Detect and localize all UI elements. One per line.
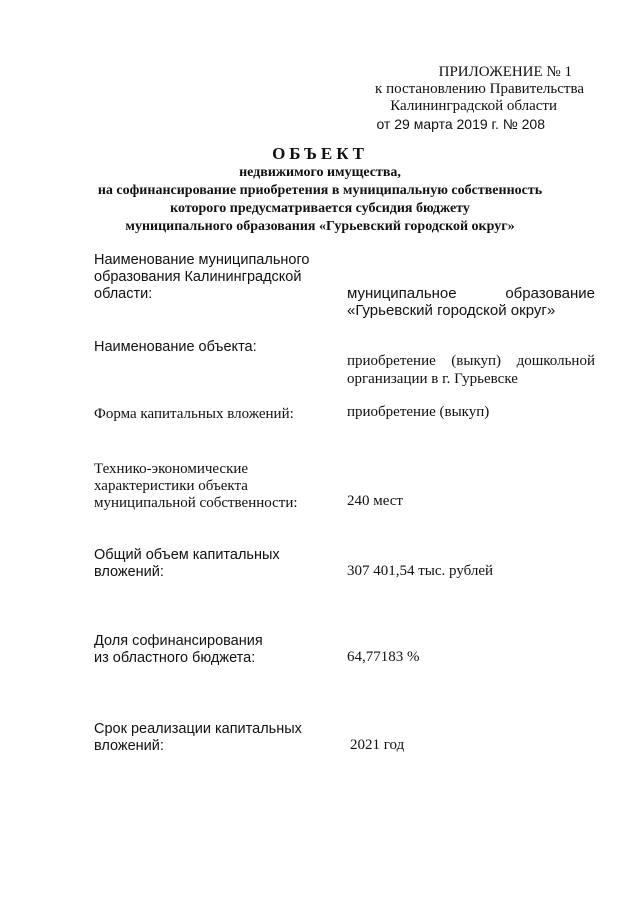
title-line-1: недвижимого имущества, (239, 165, 401, 180)
row-total-volume-value: 307 401,54 тыс. рублей (347, 563, 494, 579)
row-implementation-period-value: 2021 год (350, 737, 405, 753)
row-object-name-label: Наименование объекта: (94, 339, 257, 355)
title-line-3: которого предусматривается субсидия бюджету (170, 201, 470, 216)
row-total-volume-label-1: Общий объем капитальных (94, 547, 280, 563)
row-investment-form-label: Форма капитальных вложений: (94, 406, 294, 422)
row-object-name-value-2: организации в г. Гурьевске (347, 371, 518, 387)
row-municipality-value-1 (347, 285, 595, 303)
row-characteristics-label-2: характеристики объекта (94, 478, 248, 494)
row-municipality-value-2: «Гурьевский городской округ» (347, 302, 556, 319)
row-total-volume-label-2: вложений: (94, 564, 164, 580)
row-municipality-value-word-2: образование (505, 285, 595, 302)
row-cofinancing-share-value: 64,77183 % (347, 649, 420, 665)
appendix-date-number: от 29 марта 2019 г. № 208 (376, 116, 545, 132)
row-investment-form-value: приобретение (выкуп) (347, 404, 490, 420)
appendix-region: Калининградской области (390, 98, 557, 114)
row-municipality-label-3: области: (94, 286, 153, 302)
row-characteristics-value: 240 мест (347, 493, 403, 509)
row-municipality-label-2: образования Калининградской (94, 269, 302, 285)
row-implementation-period-label-1: Срок реализации капитальных (94, 721, 302, 737)
row-cofinancing-share-label-2: из областного бюджета: (94, 650, 256, 666)
row-municipality-value-word-1: муниципальное (347, 285, 457, 302)
row-object-name-value-word-3: дошкольной (516, 353, 595, 369)
row-characteristics-label-3: муниципальной собственности: (94, 495, 298, 511)
appendix-number: ПРИЛОЖЕНИЕ № 1 (438, 64, 572, 80)
appendix-decree-ref: к постановлению Правительства (375, 81, 584, 97)
title-main: ОБЪЕКТ (272, 144, 368, 163)
row-municipality-label-1: Наименование муниципального (94, 252, 310, 268)
title-line-2: на софинансирование приобретения в муниципальную собственность (97, 183, 543, 198)
row-cofinancing-share-label-1: Доля софинансирования (94, 633, 263, 649)
row-characteristics-label-1: Технико-экономические (94, 461, 249, 477)
row-object-name-value-word-1: приобретение (347, 353, 436, 369)
row-object-name-value-1 (347, 352, 595, 370)
row-object-name-value-word-2: (выкуп) (451, 353, 502, 369)
row-implementation-period-label-2: вложений: (94, 738, 164, 754)
title-line-4: муниципального образования «Гурьевский городской округ» (125, 219, 515, 234)
